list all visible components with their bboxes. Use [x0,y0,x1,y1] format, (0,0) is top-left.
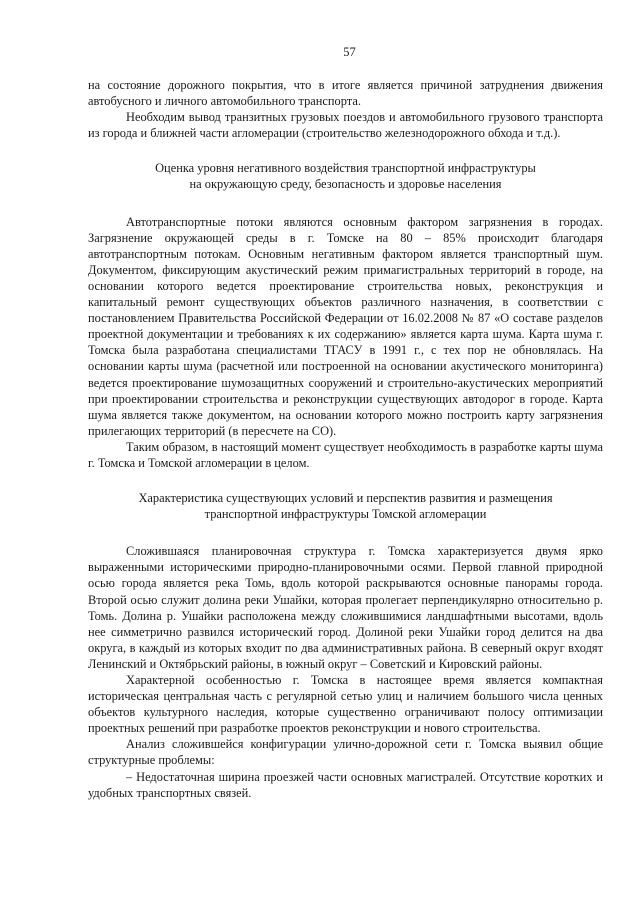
paragraph-noise-map-conclusion: Таким образом, в настоящий момент существует необходимость в разработке карты шума г. Томска и Томской агломерации в целом. [88,439,603,470]
paragraph-noise-map: Автотранспортные потоки являются основным фактором загрязнения в городах. Загрязнение окружающей среды в г. Томске на 80 – 85% происходит благодаря автотранспортным потокам. Основным негативным фактором является транспортный шум. Документом, фиксирующим акустический режим примагистральных территорий в городе, на основании которого ведется проектирование строительства новых, реконструкция и капитальный ремонт существующих объектов различного назначения, в соответствии с постановлением Правительства Российской Федерации от 16.02.2008 № 87 «О составе разделов проектной документации и требованиях к их содержанию» является карта шума. Карта шума г. Томска была разработана специалистами ТГАСУ в 1991 г., с тех пор не обновлялась. На основании карты шума (расчетной или построенной на основании акустического мониторинга) ведется проектирование шумозащитных сооружений и строительно-акустических мероприятий при проектировании строительства и реконструкции существующих автодорог в городе. Карта шума является также документом, на основании которого можно построить карту загрязнения прилегающих территорий (в пересчете на СО). [88,214,603,438]
paragraph-planning-structure: Сложившаяся планировочная структура г. Томска характеризуется двумя ярко выраженными историческими природно-планировочными осями. Первой главной природной осью города является река Томь, вдоль которой раскрываются основные панорамы города. Второй осью служит долина реки Ушайки, которая пролегает перпендикулярно относительно р. Томь. Долина р. Ушайки расположена между сложившимися ландшафтными высотами, вдоль нее симметрично развился исторический город. Долиной реки Ушайки город делится на два округа, в каждый из которых входит по два административных района. В северный округ входят Ленинский и Октябрьский районы, в южный округ – Советский и Кировский районы. [88,544,603,671]
paragraph-transit-freight: Необходим вывод транзитных грузовых поездов и автомобильного грузового транспорта из города и ближней части агломерации (строительство железнодорожного обхода и т.д.). [88,110,603,141]
page-number: 57 [343,45,356,59]
paragraph-road-surface: на состояние дорожного покрытия, что в итоге является причиной затруднения движения автобусного и личного автомобильного транспорта. [88,78,603,109]
paragraph-historic-center: Характерной особенностью г. Томска в настоящее время является компактная историческая центральная часть с регулярной сетью улиц и наличием большого числа ценных объектов культурного наследия, которые существенно ограничивают полосу оптимизации проектных решений при разработке проектов реконструкции и нового строительства. [88,673,603,736]
section-heading-impact-assessment [88,160,603,192]
heading-line: Оценка уровня негативного воздействия транспортной инфраструктуры [155,161,536,176]
heading-line: транспортной инфраструктуры Томской агломерации [204,507,487,522]
paragraph-road-network-analysis: Анализ сложившейся конфигурации улично-дорожной сети г. Томска выявил общие структурные проблемы: [88,737,603,768]
section-heading-infrastructure [88,490,603,522]
heading-line: Характеристика существующих условий и перспектив развития и размещения [138,491,553,506]
heading-line: на окружающую среду, безопасность и здоровье населения [189,177,502,192]
paragraph-road-width-problem: – Недостаточная ширина проезжей части основных магистралей. Отсутствие коротких и удобных транспортных связей. [88,769,603,800]
